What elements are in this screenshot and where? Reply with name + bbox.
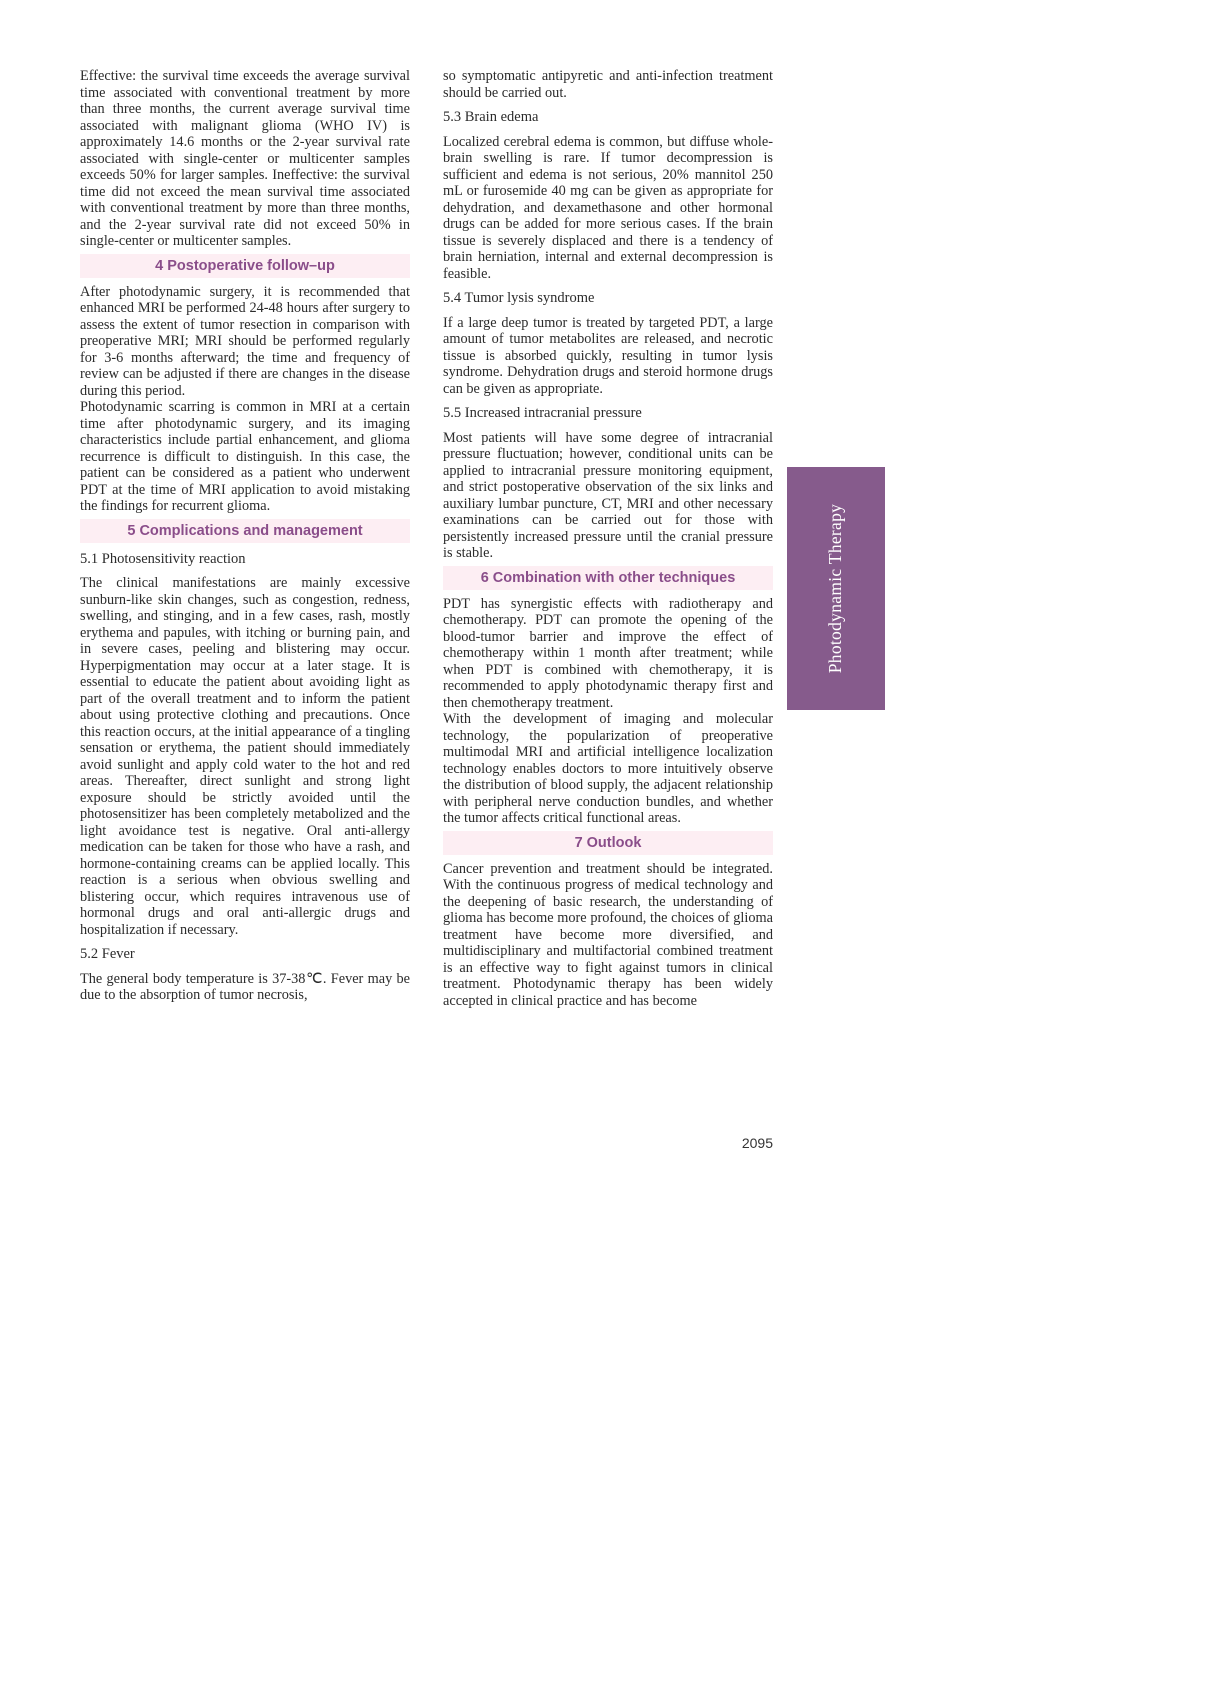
subsection-5-5-heading: 5.5 Increased intracranial pressure: [443, 405, 642, 421]
section-4-heading: 4 Postoperative follow–up: [80, 254, 410, 278]
section-6-paragraph-2: With the development of imaging and molecular technology, the popularization of preoperative multimodal MRI and artificial intelligence localization technology enables doctors to more intuitively observe the distribution of blood supply, the adjacent relationship with peripheral nerve conduction bundles, and whether the tumor affects critical functional areas.: [443, 711, 773, 826]
subsection-5-4-heading: 5.4 Tumor lysis syndrome: [443, 290, 595, 306]
subsection-5-2-paragraph: The general body temperature is 37-38℃. Fever may be due to the absorption of tumor necrosis,: [80, 970, 410, 1003]
subsection-5-2-paragraph-continued: so symptomatic antipyretic and anti-infection treatment should be carried out.: [443, 68, 773, 101]
subsection-5-3-paragraph: Localized cerebral edema is common, but diffuse whole-brain swelling is rare. If tumor decompression is sufficient and edema is not serious, 20% mannitol 250 mL or furosemide 40 mg can be given as appropriate for dehydration, and dexamethasone and other hormonal drugs can be added for more serious cases. If the brain tissue is severely displaced and there is a tendency of brain herniation, internal and external decompression is feasible.: [443, 133, 773, 282]
subsection-5-1-paragraph: The clinical manifestations are mainly excessive sunburn-like skin changes, such as congestion, redness, swelling, and stinging, and in a few cases, rash, mostly erythema and papules, with itching or burning pain, and in severe cases, peeling and blistering may occur. Hyperpigmentation may occur at a later stage. It is essential to educate the patient about avoiding light as part of the overall treatment and to inform the patient about using protective clothing and precautions. Once this reaction occurs, at the initial appearance of a tingling sensation or erythema, the patient should immediately avoid sunlight and apply cold water to the hot and red areas. Thereafter, direct sunlight and strong light exposure should be strictly avoided until the photosensitizer has been completely metabolized and the light avoidance test is negative. Oral anti-allergy medication can be taken for those who have a rash, and hormone-containing creams can be applied locally. This reaction is a serious when obvious swelling and blistering occur, which requires intravenous use of hormonal drugs and oral anti-allergic drugs and hospitalization if necessary.: [80, 575, 410, 938]
section-7-paragraph: Cancer prevention and treatment should be integrated. With the continuous progress of medical technology and the deepening of basic research, the understanding of glioma has become more profound, the choices of glioma treatment have become more diversified, and multidisciplinary and multifactorial combined treatment is an effective way to fight against tumors in clinical treatment. Photodynamic therapy has been widely accepted in clinical practice and has become: [443, 860, 773, 1009]
page-number: 2095: [741, 1135, 773, 1151]
subsection-5-1-heading: 5.1 Photosensitivity reaction: [80, 550, 246, 567]
section-6-paragraph-1: PDT has synergistic effects with radiotherapy and chemotherapy. PDT can promote the opening of the blood-tumor barrier and improve the effect of chemotherapy within 1 month after treatment; while when PDT is combined with chemotherapy, it is recommended to apply photodynamic therapy first and then chemotherapy treatment.: [443, 595, 773, 711]
section-7-heading: 7 Outlook: [443, 831, 773, 855]
right-column: [443, 68, 773, 1009]
left-column: [80, 68, 410, 1004]
section-4-paragraph-2: Photodynamic scarring is common in MRI at a certain time after photodynamic surgery, and its imaging characteristics include partial enhancement, and glioma recurrence is difficult to distinguish. In this case, the patient can be considered as a patient who underwent PDT at the time of MRI application to avoid mistaking the findings for recurrent glioma.: [80, 399, 410, 514]
section-6-heading: 6 Combination with other techniques: [443, 566, 773, 590]
subsection-5-2-heading: 5.2 Fever: [80, 946, 135, 962]
subsection-5-3-heading: 5.3 Brain edema: [443, 109, 539, 125]
subsection-5-4-paragraph: If a large deep tumor is treated by targeted PDT, a large amount of tumor metabolites are released, and necrotic tissue is absorbed quickly, resulting in tumor lysis syndrome. Dehydration drugs and steroid hormone drugs can be given as appropriate.: [443, 314, 773, 397]
side-tab: [787, 467, 885, 710]
section-4-paragraph-1: After photodynamic surgery, it is recommended that enhanced MRI be performed 24-48 hours after surgery to assess the extent of tumor resection in comparison with preoperative MRI; MRI should be performed regularly for 3-6 months afterward; the time and frequency of review can be adjusted if there are changes in the disease during this period.: [80, 283, 410, 399]
paragraph-effective: Effective: the survival time exceeds the average survival time associated with conventional treatment by more than three months, the current average survival time associated with malignant glioma (WHO IV) is approximately 14.6 months or the 2-year survival rate associated with single-center or multicenter samples exceeds 50% for larger samples. Ineffective: the survival time did not exceed the mean survival time associated with conventional treatment by more than three months, and the 2-year survival rate did not exceed 50% in single-center or multicenter samples.: [80, 68, 410, 249]
side-tab-label: Photodynamic Therapy: [825, 503, 846, 674]
section-5-heading: 5 Complications and management: [80, 519, 410, 543]
subsection-5-5-paragraph: Most patients will have some degree of intracranial pressure fluctuation; however, conditional units can be applied to intracranial pressure monitoring equipment, and strict postoperative observation of the six links and auxiliary lumbar puncture, CT, MRI and other necessary examinations can be carried out for those with persistently increased pressure until the cranial pressure is stable.: [443, 429, 773, 561]
